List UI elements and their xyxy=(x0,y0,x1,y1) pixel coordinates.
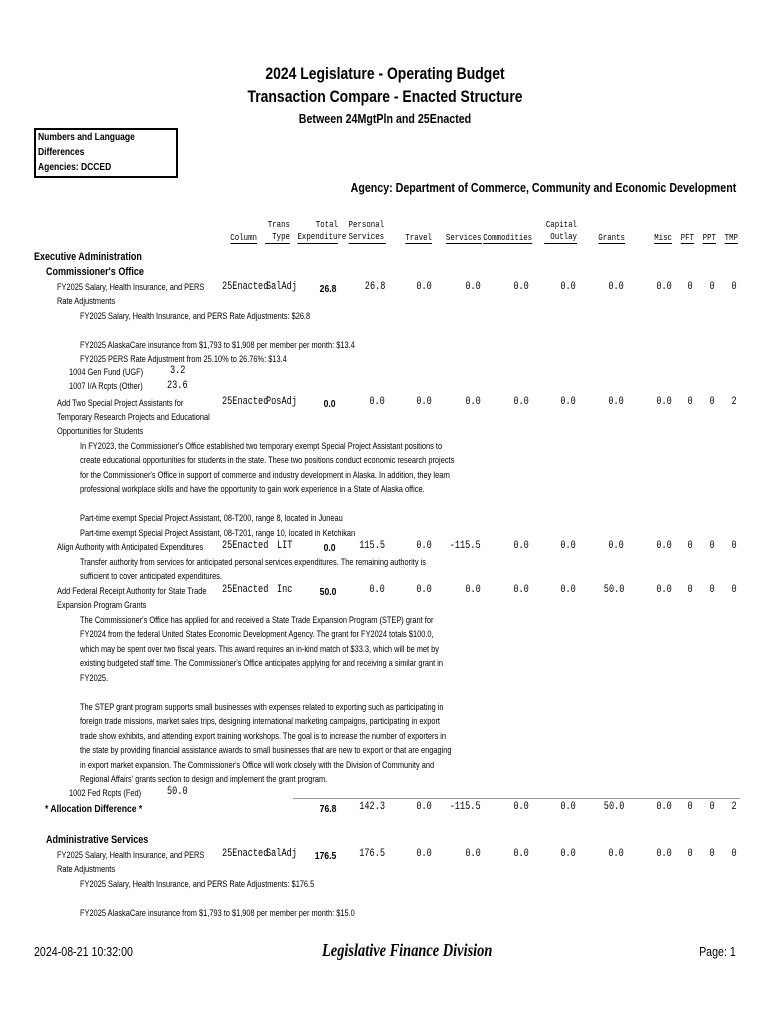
note-text: which may be spent over two fiscal years. This award requires an in-kind match of $33.3, which will be met by xyxy=(80,644,440,655)
total-commodities: 0.0 xyxy=(513,801,529,813)
total-tmp: 2 xyxy=(731,801,737,813)
row-grants: 0.0 xyxy=(608,396,624,408)
note-text: FY2025 AlaskaCare insurance from $1,793 to $1,908 per member per month: $15.0 xyxy=(80,908,355,919)
row-trans-type: Inc xyxy=(277,584,293,596)
note-text: FY2025. xyxy=(80,673,109,684)
note-text: create educational opportunities for students in the state. These two positions conduct economic research projects xyxy=(80,455,455,466)
note-text: FY2024 from the federal United States Economic Development Agency. The grant for FY2024 totals $100.0, xyxy=(80,629,434,640)
row-column: 25Enacted xyxy=(222,281,269,293)
row-total: 0.0 xyxy=(324,542,336,554)
col-header-personal: Personal Services xyxy=(348,219,385,242)
row-ppt: 0 xyxy=(709,396,715,408)
row-description: Expansion Program Grants xyxy=(57,600,147,611)
fund-amount: 23.6 xyxy=(167,380,188,392)
note-text: In FY2023, the Commissioner's Office established two temporary exempt Special Project Assistant positions to xyxy=(80,441,443,452)
note-text: FY2025 Salary, Health Insurance, and PERS Rate Adjustments: $176.5 xyxy=(80,879,315,890)
note-text: The STEP grant program supports small businesses with expenses related to exporting such as participating in xyxy=(80,702,444,713)
row-total: 176.5 xyxy=(314,850,336,862)
section-heading: Executive Administration xyxy=(34,251,142,263)
criteria-line: Numbers and Language xyxy=(38,132,135,143)
fund-source: 1004 Gen Fund (UGF) xyxy=(69,367,144,378)
row-travel: 0.0 xyxy=(416,396,432,408)
row-services: 0.0 xyxy=(465,281,481,293)
col-header-pft: PFT xyxy=(680,232,694,243)
total-ppt: 0 xyxy=(709,801,715,813)
row-ppt: 0 xyxy=(709,848,715,860)
note-text: professional workplace skills and have the opportunity to gain work experience in a State of Alaska office. xyxy=(80,484,425,495)
row-services: 0.0 xyxy=(465,584,481,596)
criteria-line: Agencies: DCCED xyxy=(38,162,112,173)
row-description: Add Federal Receipt Authority for State Trade xyxy=(57,586,207,597)
row-ppt: 0 xyxy=(709,540,715,552)
row-column: 25Enacted xyxy=(222,540,269,552)
total-pft: 0 xyxy=(687,801,693,813)
fund-source: 1007 I/A Rcpts (Other) xyxy=(69,381,143,392)
report-title: 2024 Legislature - Operating Budget xyxy=(265,64,505,83)
row-pft: 0 xyxy=(687,281,693,293)
row-pft: 0 xyxy=(687,848,693,860)
row-misc: 0.0 xyxy=(656,396,672,408)
row-description: Add Two Special Project Assistants for xyxy=(57,398,184,409)
row-travel: 0.0 xyxy=(416,584,432,596)
col-header-trans-type: Trans Type xyxy=(265,219,290,244)
row-commodities: 0.0 xyxy=(513,396,529,408)
subsection-heading: Commissioner's Office xyxy=(46,266,144,278)
row-capital: 0.0 xyxy=(560,540,576,552)
row-tmp: 0 xyxy=(731,540,737,552)
fund-amount: 3.2 xyxy=(170,365,186,377)
row-column: 25Enacted xyxy=(222,584,269,596)
allocation-difference-label: * Allocation Difference * xyxy=(45,803,143,815)
row-personal: 26.8 xyxy=(364,281,385,293)
footer-page-number: Page: 1 xyxy=(699,944,736,959)
row-trans-type: SalAdj xyxy=(266,281,297,293)
col-header-ppt: PPT xyxy=(702,232,716,243)
total-personal: 142.3 xyxy=(359,801,385,813)
fund-amount: 50.0 xyxy=(167,786,188,798)
note-text: Part-time exempt Special Project Assistant, 08-T200, range 8, located in Juneau xyxy=(80,513,343,524)
col-header-misc: Misc xyxy=(654,232,672,243)
row-misc: 0.0 xyxy=(656,584,672,596)
row-tmp: 0 xyxy=(731,281,737,293)
subsection-heading: Administrative Services xyxy=(46,834,149,846)
note-text: in export market expansion. The Commissioner's Office will work closely with the Division of Community and xyxy=(80,760,435,771)
row-services: 0.0 xyxy=(465,396,481,408)
row-personal: 0.0 xyxy=(369,396,385,408)
total-services: -115.5 xyxy=(450,801,481,813)
col-header-services: Services xyxy=(445,232,482,243)
row-trans-type: LIT xyxy=(277,540,293,552)
note-text: Regional Affairs' grants section to design and implement the grant program. xyxy=(80,774,328,785)
row-capital: 0.0 xyxy=(560,281,576,293)
row-total: 50.0 xyxy=(319,586,336,598)
row-grants: 0.0 xyxy=(608,540,624,552)
total-expenditure: 76.8 xyxy=(319,803,336,815)
row-tmp: 0 xyxy=(731,584,737,596)
row-travel: 0.0 xyxy=(416,540,432,552)
note-text: the state by providing financial assistance awards to small businesses that are new to export or that are engaging xyxy=(80,745,452,756)
row-column: 25Enacted xyxy=(222,848,269,860)
note-text: FY2025 AlaskaCare insurance from $1,793 to $1,908 per member per month: $13.4 xyxy=(80,340,355,351)
row-tmp: 0 xyxy=(731,848,737,860)
row-trans-type: SalAdj xyxy=(266,848,297,860)
agency-heading: Agency: Department of Commerce, Community and Economic Development xyxy=(350,180,736,195)
row-personal: 0.0 xyxy=(369,584,385,596)
row-description: Rate Adjustments xyxy=(57,864,116,875)
row-ppt: 0 xyxy=(709,584,715,596)
row-column: 25Enacted xyxy=(222,396,269,408)
row-pft: 0 xyxy=(687,396,693,408)
row-commodities: 0.0 xyxy=(513,848,529,860)
note-text: Transfer authority from services for anticipated personal services expenditures. The remaining authority is xyxy=(80,557,426,568)
row-services: 0.0 xyxy=(465,848,481,860)
row-capital: 0.0 xyxy=(560,396,576,408)
note-text: FY2025 Salary, Health Insurance, and PERS Rate Adjustments: $26.8 xyxy=(80,311,311,322)
row-misc: 0.0 xyxy=(656,848,672,860)
col-header-total: Total Expenditure xyxy=(297,219,347,242)
total-travel: 0.0 xyxy=(416,801,432,813)
footer-timestamp: 2024-08-21 10:32:00 xyxy=(34,944,133,959)
row-grants: 0.0 xyxy=(608,848,624,860)
row-grants: 50.0 xyxy=(603,584,624,596)
row-personal: 115.5 xyxy=(359,540,385,552)
total-rule xyxy=(293,798,740,799)
row-pft: 0 xyxy=(687,584,693,596)
note-text: The Commissioner's Office has applied for and received a State Trade Expansion Program (STEP) grant for xyxy=(80,615,434,626)
row-description: FY2025 Salary, Health Insurance, and PERS xyxy=(57,850,205,861)
report-comparison: Between 24MgtPln and 25Enacted xyxy=(298,111,472,126)
col-header-commodities: Commodities xyxy=(483,232,533,243)
row-description: Rate Adjustments xyxy=(57,296,116,307)
note-text: for the Commissioner's Office in support of commerce and industry development in Alaska. In addition, they learn xyxy=(80,470,450,481)
note-text: trade show exhibits, and attending export training workshops. The goal is to increase the number of exporters in xyxy=(80,731,447,742)
row-commodities: 0.0 xyxy=(513,584,529,596)
row-services: -115.5 xyxy=(450,540,481,552)
row-trans-type: PosAdj xyxy=(266,396,297,408)
total-grants: 50.0 xyxy=(603,801,624,813)
row-commodities: 0.0 xyxy=(513,540,529,552)
note-text: existing budgeted staff time. The Commissioner's Office anticipates applying for and receiving a similar grant in xyxy=(80,658,444,669)
total-capital: 0.0 xyxy=(560,801,576,813)
note-text: foreign trade missions, market sales trips, designing international marketing campaigns, participating in export xyxy=(80,716,440,727)
footer-division: Legislative Finance Division xyxy=(322,940,493,960)
row-description: Opportunities for Students xyxy=(57,426,144,437)
criteria-line: Differences xyxy=(38,147,85,158)
fund-source: 1002 Fed Rcpts (Fed) xyxy=(69,788,142,799)
note-text: sufficient to cover anticipated expenditures. xyxy=(80,571,222,582)
row-grants: 0.0 xyxy=(608,281,624,293)
row-misc: 0.0 xyxy=(656,540,672,552)
row-travel: 0.0 xyxy=(416,281,432,293)
row-travel: 0.0 xyxy=(416,848,432,860)
row-description: FY2025 Salary, Health Insurance, and PERS xyxy=(57,282,205,293)
col-header-travel: Travel xyxy=(405,232,432,243)
row-description: Align Authority with Anticipated Expenditures xyxy=(57,542,204,553)
criteria-box xyxy=(34,128,178,178)
report-subtitle: Transaction Compare - Enacted Structure xyxy=(247,87,523,106)
row-commodities: 0.0 xyxy=(513,281,529,293)
row-personal: 176.5 xyxy=(359,848,385,860)
row-description: Temporary Research Projects and Educational xyxy=(57,412,210,423)
col-header-tmp: TMP xyxy=(724,232,738,243)
row-tmp: 2 xyxy=(731,396,737,408)
row-total: 0.0 xyxy=(324,398,336,410)
row-pft: 0 xyxy=(687,540,693,552)
note-text: FY2025 PERS Rate Adjustment from 25.10% to 26.76%: $13.4 xyxy=(80,354,287,365)
col-header-capital: Capital Outlay xyxy=(545,219,577,242)
row-capital: 0.0 xyxy=(560,584,576,596)
row-misc: 0.0 xyxy=(656,281,672,293)
note-text: Part-time exempt Special Project Assistant, 08-T201, range 10, located in Ketchikan xyxy=(80,528,356,539)
col-header-column: Column xyxy=(230,232,257,243)
row-total: 26.8 xyxy=(319,283,336,295)
col-header-grants: Grants xyxy=(598,232,625,243)
row-capital: 0.0 xyxy=(560,848,576,860)
total-misc: 0.0 xyxy=(656,801,672,813)
row-ppt: 0 xyxy=(709,281,715,293)
